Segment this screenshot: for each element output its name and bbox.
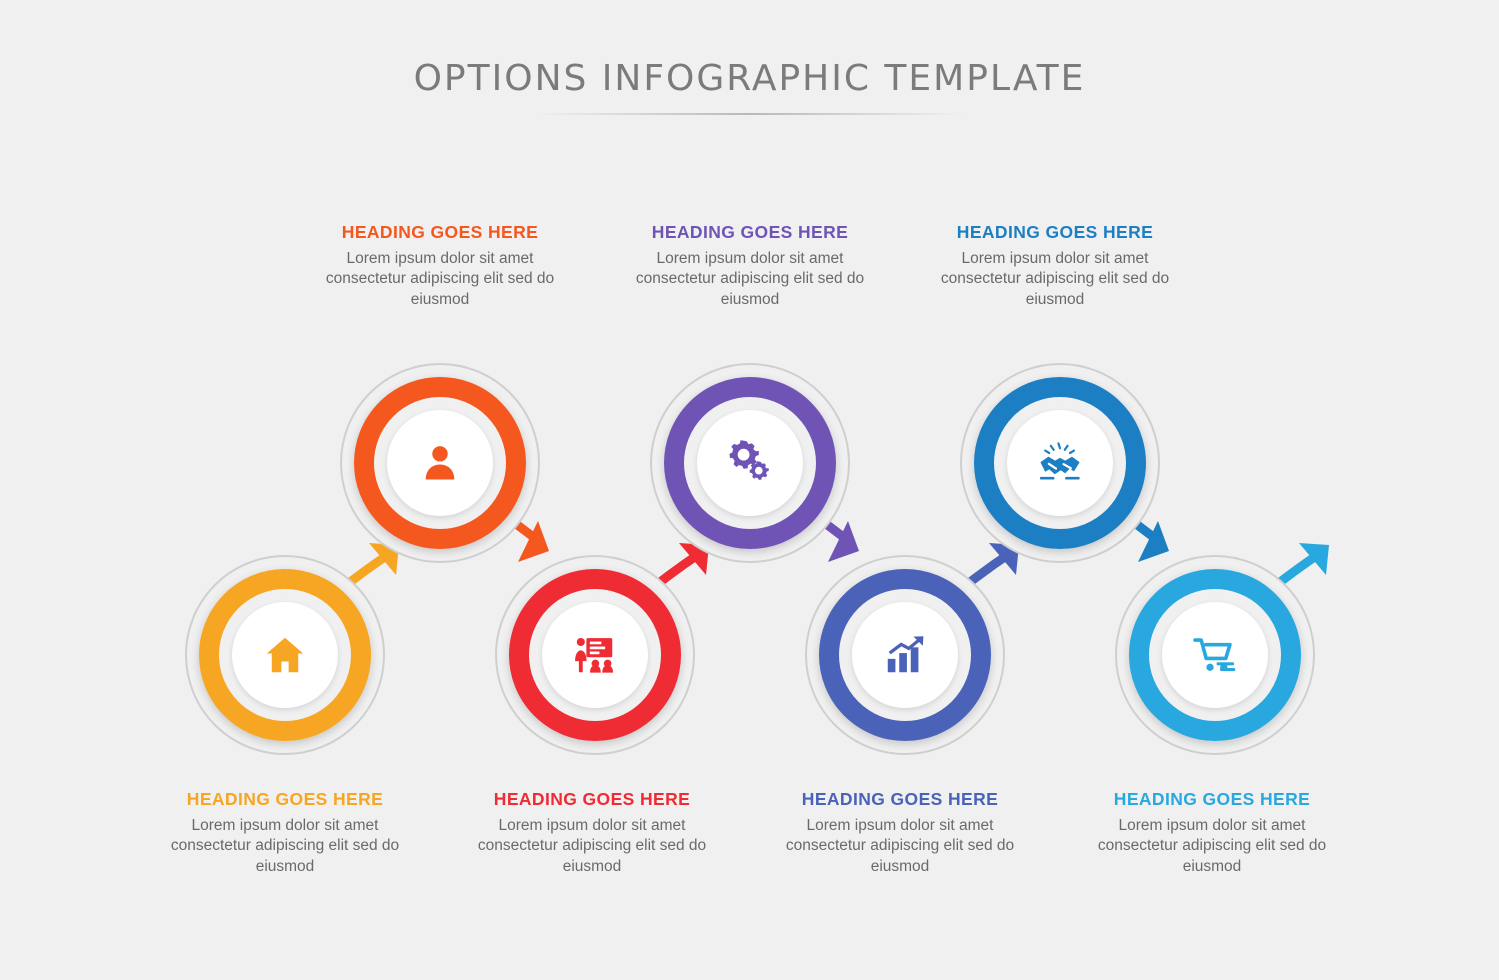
textblock-step-7 <box>1082 789 1342 877</box>
title-divider <box>535 113 965 115</box>
node-step-7[interactable] <box>1115 555 1315 755</box>
node-step-2[interactable] <box>340 363 540 563</box>
description-step-3: Lorem ipsum dolor sit amet consectetur adipiscing elit sed do eiusmod <box>477 817 707 875</box>
heading-step-1: HEADING GOES HERE <box>186 789 384 809</box>
node-step-6[interactable] <box>960 363 1160 563</box>
textblock-step-1 <box>155 789 415 877</box>
bar-chart-growth-icon <box>882 632 928 678</box>
title-block <box>0 58 1499 115</box>
node-icon-holder-2 <box>387 410 493 516</box>
description-step-6: Lorem ipsum dolor sit amet consectetur adipiscing elit sed do eiusmod <box>940 250 1170 308</box>
heading-step-4: HEADING GOES HERE <box>651 222 849 242</box>
node-icon-holder-6 <box>1007 410 1113 516</box>
description-step-1: Lorem ipsum dolor sit amet consectetur adipiscing elit sed do eiusmod <box>170 817 400 875</box>
textblock-step-5 <box>770 789 1030 877</box>
description-step-4: Lorem ipsum dolor sit amet consectetur adipiscing elit sed do eiusmod <box>635 250 865 308</box>
textblock-step-6 <box>925 222 1185 310</box>
node-step-3[interactable] <box>495 555 695 755</box>
textblock-step-2 <box>310 222 570 310</box>
node-step-1[interactable] <box>185 555 385 755</box>
node-icon-holder-5 <box>852 602 958 708</box>
description-step-7: Lorem ipsum dolor sit amet consectetur adipiscing elit sed do eiusmod <box>1097 817 1327 875</box>
shopping-cart-icon <box>1192 632 1238 678</box>
node-icon-holder-7 <box>1162 602 1268 708</box>
handshake-icon <box>1036 439 1084 487</box>
description-step-5: Lorem ipsum dolor sit amet consectetur adipiscing elit sed do eiusmod <box>785 817 1015 875</box>
node-icon-holder-1 <box>232 602 338 708</box>
heading-step-7: HEADING GOES HERE <box>1113 789 1311 809</box>
page-title: OPTIONS INFOGRAPHIC TEMPLATE <box>413 58 1086 99</box>
node-icon-holder-4 <box>697 410 803 516</box>
person-icon <box>418 441 462 485</box>
gears-icon <box>726 439 774 487</box>
heading-step-2: HEADING GOES HERE <box>341 222 539 242</box>
presentation-icon <box>572 632 618 678</box>
description-step-2: Lorem ipsum dolor sit amet consectetur adipiscing elit sed do eiusmod <box>325 250 555 308</box>
home-icon <box>262 632 308 678</box>
heading-step-6: HEADING GOES HERE <box>956 222 1154 242</box>
textblock-step-4 <box>620 222 880 310</box>
node-icon-holder-3 <box>542 602 648 708</box>
node-step-4[interactable] <box>650 363 850 563</box>
heading-step-3: HEADING GOES HERE <box>493 789 691 809</box>
heading-step-5: HEADING GOES HERE <box>801 789 999 809</box>
node-step-5[interactable] <box>805 555 1005 755</box>
textblock-step-3 <box>462 789 722 877</box>
